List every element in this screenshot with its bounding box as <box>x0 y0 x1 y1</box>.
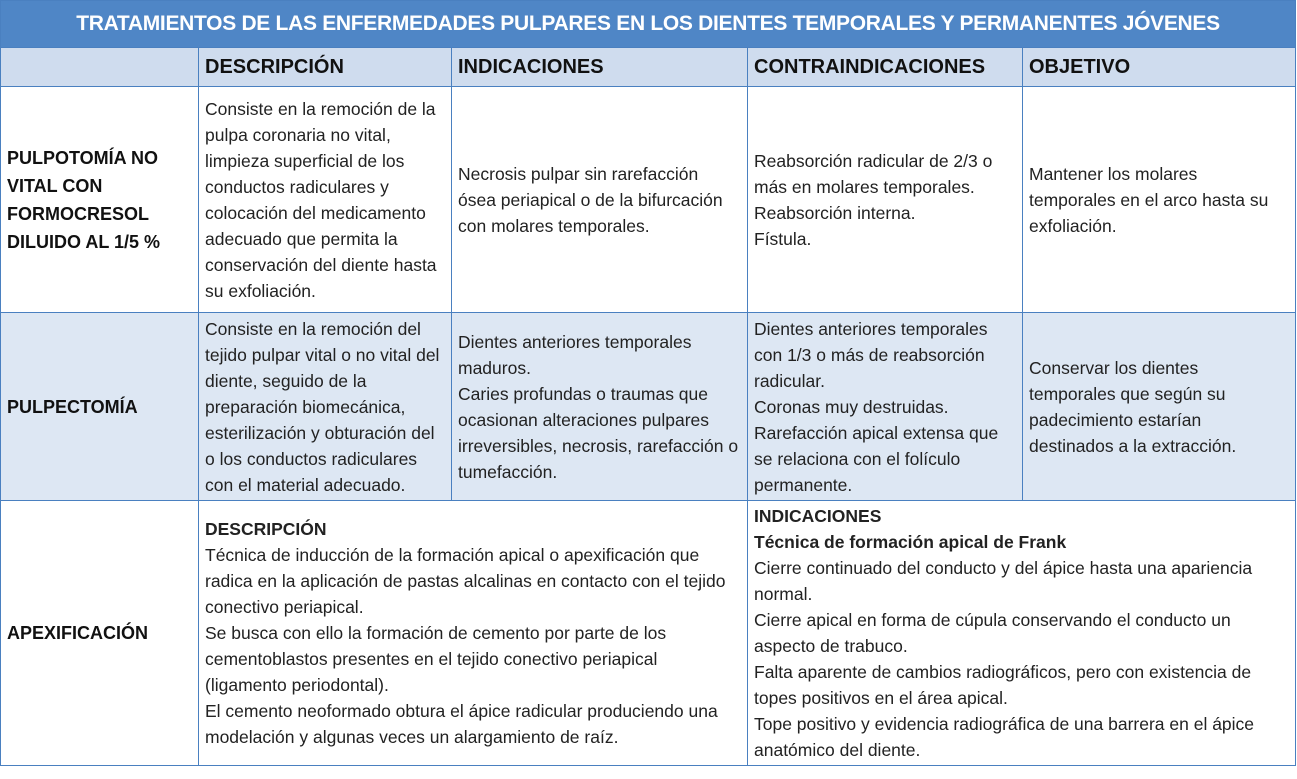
text-line: Falta aparente de cambios radiográficos, pero con existencia de <box>754 662 1252 682</box>
text-line: con el material adecuado. <box>205 474 406 495</box>
table-title: TRATAMIENTOS DE LAS ENFERMEDADES PULPARES EN LOS DIENTES TEMPORALES Y PERMANENTES JÓVENES <box>1 1 1296 48</box>
text-line: Se busca con ello la formación de cemento por parte de los <box>205 623 667 643</box>
cell-contraindicaciones <box>748 313 1023 501</box>
text-line: esterilización y obturación del <box>205 422 435 443</box>
text-line: Reabsorción interna. <box>754 202 916 223</box>
row-name-line: VITAL CON <box>7 175 103 196</box>
text-line: Dientes anteriores temporales <box>458 331 692 352</box>
text-line: más en molares temporales. <box>754 176 975 197</box>
text-line: Caries profundas o traumas que <box>458 383 708 404</box>
cell-contraindicaciones <box>748 87 1023 313</box>
text-line: colocación del medicamento <box>205 202 426 223</box>
header-objetivo: OBJETIVO <box>1023 48 1296 87</box>
text-line: Dientes anteriores temporales <box>754 318 988 339</box>
text-line: (ligamento periodontal). <box>205 675 389 695</box>
table-row-pulpectomia <box>1 313 1296 501</box>
cell-apex-indicaciones <box>748 501 1296 766</box>
header-row <box>1 48 1296 87</box>
text-line: Técnica de inducción de la formación apical o apexificación que <box>205 545 700 565</box>
text-line: adecuado que permita la <box>205 228 398 249</box>
text-line: su exfoliación. <box>205 280 316 301</box>
cell-indicaciones <box>452 87 748 313</box>
text-line: con 1/3 o más de reabsorción <box>754 344 985 365</box>
text-line: conductos radiculares y <box>205 176 389 197</box>
cell-descripcion <box>199 87 452 313</box>
row-name-apexificacion: APEXIFICACIÓN <box>1 501 199 766</box>
text-line: permanente. <box>754 474 853 495</box>
text-line: radica en la aplicación de pastas alcalinas en contacto con el tejido <box>205 571 726 591</box>
text-line: limpieza superficial de los <box>205 150 405 171</box>
row-name-line: DILUIDO AL 1/5 % <box>7 231 161 252</box>
text-line: ocasionan alteraciones pulpares <box>458 409 709 430</box>
text-line: se relaciona con el folículo <box>754 448 961 469</box>
text-line: padecimiento estarían <box>1029 409 1202 430</box>
text-line: Cierre apical en forma de cúpula conservando el conducto un <box>754 610 1231 630</box>
table-row-pulpotomia <box>1 87 1296 313</box>
text-line: pulpa coronaria no vital, <box>205 124 391 145</box>
header-contraindicaciones: CONTRAINDICACIONES <box>748 48 1023 87</box>
text-line: destinados a la extracción. <box>1029 435 1237 456</box>
text-line: preparación biomecánica, <box>205 396 406 417</box>
text-line: topes positivos en el área apical. <box>754 688 1008 708</box>
text-line: cementoblastos presentes en el tejido conectivo periapical <box>205 649 658 669</box>
table-row-apexificacion <box>1 501 1296 766</box>
text-line: conectivo periapical. <box>205 597 364 617</box>
text-line: normal. <box>754 584 813 604</box>
header-empty-cell <box>1 48 199 87</box>
text-line: ósea periapical o de la bifurcación <box>458 189 723 210</box>
text-line: Tope positivo y evidencia radiográfica de una barrera en el ápice <box>754 714 1255 734</box>
cell-indicaciones <box>452 313 748 501</box>
text-line: modelación y algunas veces un alargamiento de raíz. <box>205 727 619 747</box>
text-line: con molares temporales. <box>458 215 650 236</box>
text-line: o los conductos radiculares <box>205 448 418 469</box>
apex-ind-heading: INDICACIONES <box>754 506 882 526</box>
text-line: Rarefacción apical extensa que <box>754 422 999 443</box>
text-line: anatómico del diente. <box>754 740 921 760</box>
cell-objetivo <box>1023 87 1296 313</box>
row-name-line: FORMOCRESOL <box>7 203 149 224</box>
text-line: conservación del diente hasta <box>205 254 437 275</box>
text-line: exfoliación. <box>1029 215 1117 236</box>
text-line: irreversibles, necrosis, rarefacción o <box>458 435 739 456</box>
cell-objetivo <box>1023 313 1296 501</box>
row-name-pulpectomia <box>1 313 199 501</box>
text-line: Coronas muy destruidas. <box>754 396 949 417</box>
row-name-pulpotomia <box>1 87 199 313</box>
cell-apex-descripcion <box>199 501 748 766</box>
text-line: Cierre continuado del conducto y del ápice hasta una apariencia <box>754 558 1253 578</box>
text-line: diente, seguido de la <box>205 370 367 391</box>
text-line: tumefacción. <box>458 461 558 482</box>
row-name-line: PULPECTOMÍA <box>7 396 138 417</box>
row-name-line: PULPOTOMÍA NO <box>7 147 159 168</box>
header-descripcion: DESCRIPCIÓN <box>199 48 452 87</box>
header-indicaciones: INDICACIONES <box>452 48 748 87</box>
apex-desc-heading: DESCRIPCIÓN <box>205 519 327 539</box>
text-line: temporales en el arco hasta su <box>1029 189 1269 210</box>
text-line: radicular. <box>754 370 826 391</box>
text-line: Reabsorción radicular de 2/3 o <box>754 150 993 171</box>
text-line: Consiste en la remoción de la <box>205 98 436 119</box>
apex-ind-subheading: Técnica de formación apical de Frank <box>754 532 1067 552</box>
text-line: Fístula. <box>754 228 812 249</box>
text-line: Conservar los dientes <box>1029 357 1199 378</box>
text-line: temporales que según su <box>1029 383 1226 404</box>
text-line: Consiste en la remoción del <box>205 318 421 339</box>
text-line: El cemento neoformado obtura el ápice radicular produciendo una <box>205 701 718 721</box>
text-line: Mantener los molares <box>1029 163 1198 184</box>
text-line: aspecto de trabuco. <box>754 636 908 656</box>
text-line: maduros. <box>458 357 531 378</box>
cell-descripcion <box>199 313 452 501</box>
text-line: tejido pulpar vital o no vital del <box>205 344 440 365</box>
text-line: Necrosis pulpar sin rarefacción <box>458 163 699 184</box>
